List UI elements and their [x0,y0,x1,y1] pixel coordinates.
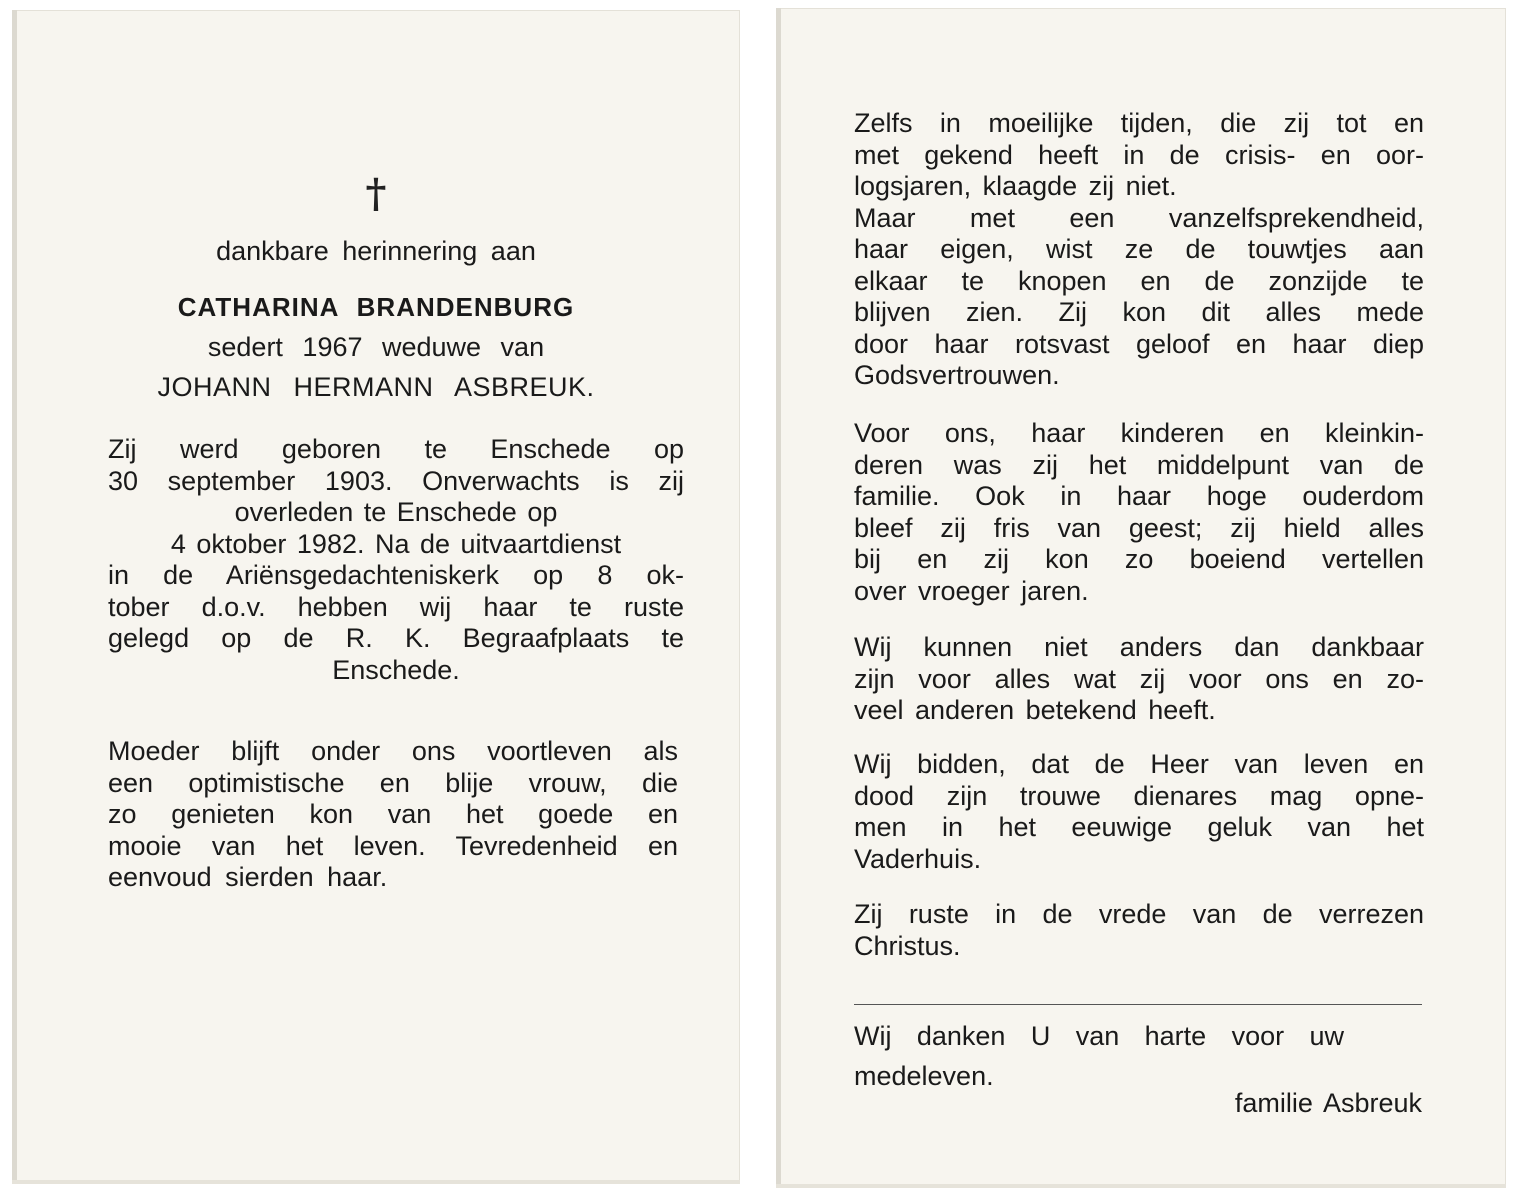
text-line: gelegd op de R. K. Begraafplaats te [108,623,684,653]
family-signature: familie Asbreuk [1234,1088,1422,1118]
paragraph-rest [854,899,1424,962]
text-line: medeleven. [854,1061,994,1091]
text-line: bij en zij kon zo boeiend vertellen [854,544,1424,574]
paragraph-hard-times [854,108,1424,392]
text-line: blijven zien. Zij kon dit alles mede [854,297,1424,327]
text-line: Wij kunnen niet anders dan dankbaar [854,632,1424,662]
text-line: Christus. [854,930,961,961]
intro-line: dankbare herinnering aan [216,236,536,266]
text-line: mooie van het leven. Tevredenheid en [108,830,678,861]
text-line: eenvoud sierden haar. [108,862,388,892]
text-line: Moeder blijft onder ons voortleven als [108,736,678,766]
text-line: elkaar te knopen en de zonzijde te [854,265,1424,296]
mother-paragraph [108,736,678,894]
paragraph-family [854,418,1424,607]
text-line: logsjaren, klaagde zij niet. [854,171,1177,201]
paragraph-prayer [854,749,1424,875]
text-line: door haar rotsvast geloof en haar diep [854,328,1424,359]
widow-line: sedert 1967 weduwe van [207,332,545,362]
text-line: veel anderen betekend heeft. [854,695,1216,725]
text-line: in de Ariënsgedachteniskerk op 8 ok- [108,560,684,590]
card-edge-shadow [12,1180,740,1184]
text-line: familie. Ook in haar hoge ouderdom [854,481,1424,511]
cross-icon: † [365,170,387,217]
deceased-name: CATHARINA BRANDENBURG [177,292,575,322]
text-line: men in het eeuwige geluk van het [854,812,1424,842]
text-line: Wij danken U van harte voor uw [854,1021,1344,1051]
text-line: haar eigen, wist ze de touwtjes aan [854,234,1424,264]
text-line: Maar met een vanzelfsprekendheid, [854,202,1424,233]
text-line: zo genieten kon van het goede en [108,799,678,829]
divider [854,1004,1422,1005]
text-line: Zij ruste in de vrede van de verrezen [854,899,1424,929]
text-line: zijn voor alles wat zij voor ons en zo- [854,663,1424,694]
text-line: dood zijn trouwe dienares mag opne- [854,780,1424,811]
left-memorial-card [12,10,740,1184]
card-edge-shadow [776,8,781,1188]
text-line: overleden te Enschede op [234,497,558,527]
text-line: Zij werd geboren te Enschede op [108,434,684,464]
text-line: 30 september 1903. Onverwachts is zij [108,465,684,496]
text-line: een optimistische en blije vrouw, die [108,767,678,798]
card-edge-shadow [776,1184,1506,1188]
text-line: met gekend heeft in de crisis- en oor- [854,139,1424,170]
text-line: tober d.o.v. hebben wij haar te ruste [108,591,684,622]
husband-name: JOHANN HERMANN ASBREUK. [157,372,595,402]
text-line: 4 oktober 1982. Na de uitvaartdienst [170,528,622,559]
paragraph-gratitude [854,632,1424,727]
birth-paragraph [108,434,684,686]
text-line: over vroeger jaren. [854,575,1089,606]
text-line: Enschede. [332,654,460,685]
text-line: bleef zij fris van geest; zij hield alles [854,512,1424,543]
text-line: Voor ons, haar kinderen en kleinkin- [854,418,1424,448]
text-line: deren was zij het middelpunt van de [854,449,1424,480]
text-line: Wij bidden, dat de Heer van leven en [854,749,1424,779]
right-memorial-card [776,8,1506,1188]
thanks-note [854,1016,1344,1096]
text-line: Godsvertrouwen. [854,360,1060,390]
text-line: Vaderhuis. [854,843,982,874]
text-line: Zelfs in moeilijke tijden, die zij tot en [854,108,1424,138]
